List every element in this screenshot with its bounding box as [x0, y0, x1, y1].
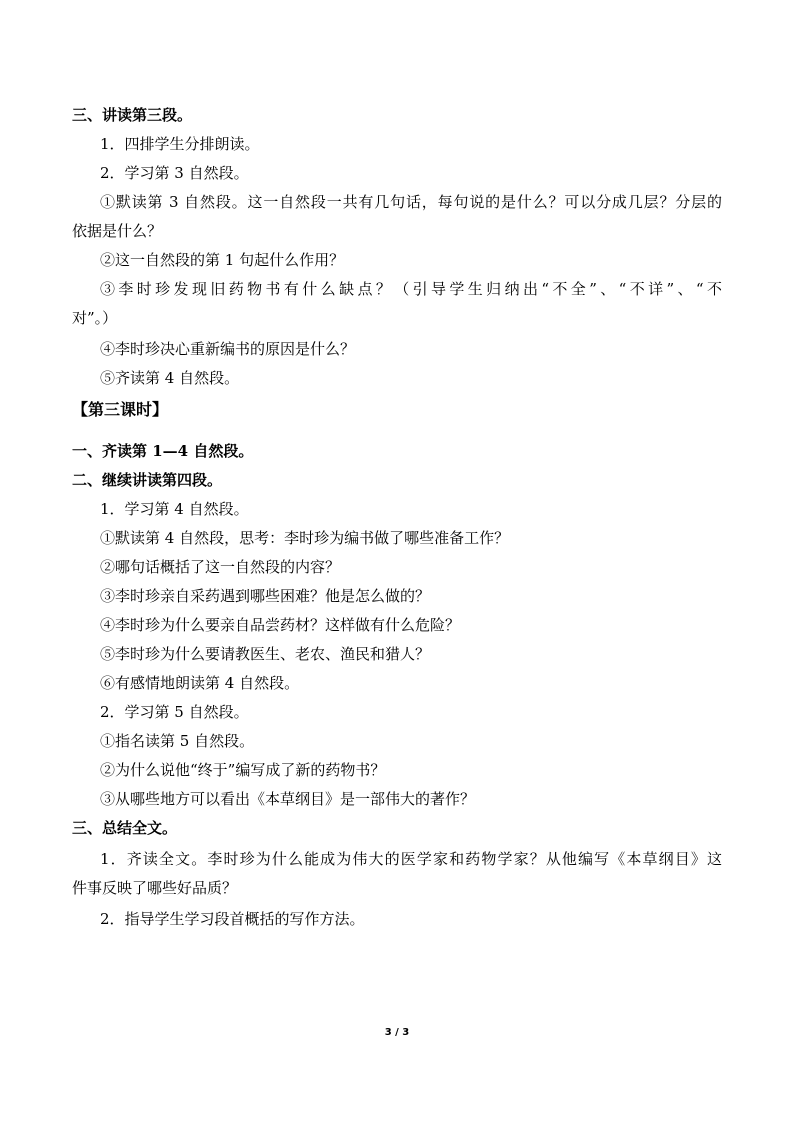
question-line: ①默读第 3 自然段。这一自然段一共有几句话，每句说的是什么？可以分成几层？分层的 [100, 193, 722, 211]
list-item: 1．四排学生分排朗读。 [100, 135, 260, 153]
lesson-title: 【第三课时】 [72, 400, 169, 419]
list-item: 2．学习第 5 自然段。 [100, 703, 249, 721]
question-line: ④李时珍决心重新编书的原因是什么？ [100, 340, 356, 358]
question-line: ①默读第 4 自然段，思考：李时珍为编书做了哪些准备工作？ [100, 529, 510, 547]
question-line: ②这一自然段的第 1 句起什么作用？ [100, 251, 345, 269]
question-line: ②哪句话概括了这一自然段的内容？ [100, 558, 341, 576]
question-line: ①指名读第 5 自然段。 [100, 732, 255, 750]
section-heading: 三、总结全文。 [72, 819, 178, 837]
question-line: ⑤齐读第 4 自然段。 [100, 369, 240, 387]
question-line: ③李时珍发现旧药物书有什么缺点？（引导学生归纳出“不全”、“不详”、“不 [100, 280, 722, 298]
question-line-continued: 对”。） [72, 309, 118, 327]
list-item: 2．学习第 3 自然段。 [100, 164, 249, 182]
question-line: ⑤李时珍为什么要请教医生、老农、渔民和猎人？ [100, 645, 431, 663]
page-number: 3 / 3 [384, 1027, 410, 1038]
question-line: ③李时珍亲自采药遇到哪些困难？他是怎么做的？ [100, 587, 431, 605]
section-heading: 二、继续讲读第四段。 [72, 471, 223, 489]
list-item: 1．学习第 4 自然段。 [100, 500, 249, 518]
question-line: ④李时珍为什么要亲自品尝药材？这样做有什么危险？ [100, 616, 461, 634]
list-item: 1．齐读全文。李时珍为什么能成为伟大的医学家和药物学家？从他编写《本草纲目》这 [100, 850, 722, 868]
section-heading: 三、讲读第三段。 [72, 106, 193, 124]
section-heading: 一、齐读第 1—4 自然段。 [72, 442, 254, 460]
list-item-continued: 件事反映了哪些好品质？ [72, 879, 238, 897]
question-line: ⑥有感情地朗读第 4 自然段。 [100, 674, 300, 692]
question-line: ②为什么说他“终于”编写成了新的药物书？ [100, 761, 386, 779]
list-item: 2．指导学生学习段首概括的写作方法。 [100, 910, 365, 928]
question-line-continued: 依据是什么？ [72, 222, 163, 240]
question-line: ③从哪些地方可以看出《本草纲目》是一部伟大的著作？ [100, 790, 476, 808]
